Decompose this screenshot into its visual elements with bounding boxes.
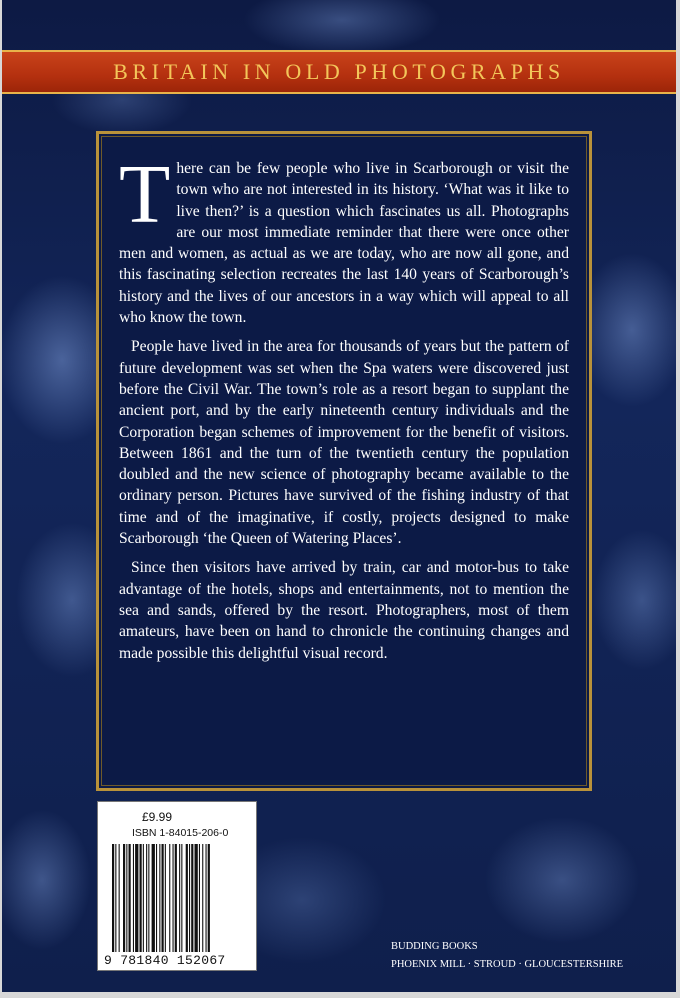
barcode-stripe [169, 844, 170, 952]
drop-cap: T [119, 148, 171, 241]
barcode-stripe [115, 844, 116, 952]
barcode-stripe [143, 844, 144, 952]
barcode-stripe [162, 844, 164, 952]
barcode-stripe [181, 844, 182, 952]
barcode-stripe [202, 844, 203, 952]
barcode-stripe [191, 844, 193, 952]
barcode-label [97, 801, 257, 971]
isbn: ISBN 1-84015-206-0 [132, 827, 229, 839]
barcode-stripe [195, 844, 198, 952]
barcode-stripe [156, 844, 157, 952]
blurb-text [119, 148, 569, 672]
barcode-stripe [175, 844, 177, 952]
blurb-paragraph-3: Since then visitors have arrived by train, car and motor-bus to take advantage of the hotels, shops and entertainments, not to mention the sea and sands, offered by the resort. Photographers, most of them amateurs, have been on hand to chronicle the continuing changes and made possible this delightful visual record. [119, 559, 569, 662]
publisher-name: BUDDING BOOKS [391, 941, 478, 952]
barcode-stripe [165, 844, 166, 952]
barcode-stripe [148, 844, 149, 952]
blurb-paragraph-2: People have lived in the area for thousands of years but the pattern of future development was set when the Spa waters were discovered just before the Civil War. The town’s role as a resort began to supplant the ancient port, and by the early nineteenth century individuals and the Corporation began schemes of improvement for the benefit of visitors. Between 1861 and the turn of the twentieth century the population doubled and the new science of photography became available to the ordinary person. Pictures have survived of the fishing industry of that time and of the imaginative, if costly, projects designed to make Scarborough ‘the Queen of Watering Places’. [119, 338, 569, 548]
barcode-stripe [135, 844, 138, 952]
book-back-cover [2, 0, 676, 992]
series-title: BRITAIN IN OLD PHOTOGRAPHS [113, 59, 565, 84]
barcode-number: 9 781840 152067 [104, 953, 226, 968]
barcode-stripe [208, 844, 210, 952]
barcode-stripe [129, 844, 131, 952]
barcode-stripe [173, 844, 174, 952]
blurb-panel [96, 131, 592, 791]
barcode-stripe [140, 844, 142, 952]
publisher-address: PHOENIX MILL · STROUD · GLOUCESTERSHIRE [391, 959, 624, 970]
barcode-stripe [179, 844, 180, 952]
barcode-stripe [159, 844, 160, 952]
barcode-stripe [146, 844, 147, 952]
barcode-stripe [123, 844, 125, 952]
barcode-stripe [133, 844, 134, 952]
series-banner [2, 50, 676, 94]
barcode-stripe [189, 844, 190, 952]
publisher-imprint [391, 938, 623, 974]
barcode-stripe [112, 844, 114, 952]
blurb-paragraph-1: There can be few people who live in Scarborough or visit the town who are not interested in its history. ‘What was it like to live then?’ is a question which fascinates us all. Photographs are our most immediate reminder that there were once other men and women, as actual as we are today, who are now all gone, and this fascinating selection recreates the last 140 years of Scarborough’s history and the lives of our ancestors in a way which will appeal to all who know the town. [119, 148, 569, 327]
price: £9.99 [142, 810, 173, 824]
barcode-stripe [199, 844, 200, 952]
barcode-stripe [126, 844, 127, 952]
barcode-stripe [152, 844, 155, 952]
barcode-stripe [206, 844, 207, 952]
barcode-bars [110, 844, 250, 952]
barcode-stripe [119, 844, 120, 952]
barcode-stripe [186, 844, 188, 952]
